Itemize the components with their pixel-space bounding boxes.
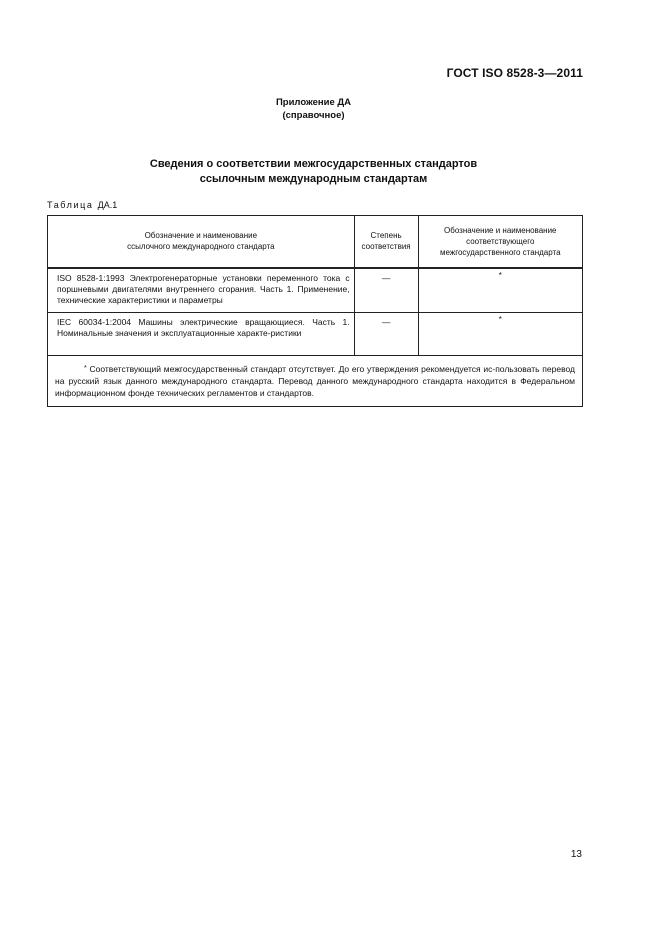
table-row [48, 268, 583, 313]
table-label [47, 200, 117, 210]
header-col1-line2: ссылочного международного стандарта [127, 242, 275, 252]
header-col3-line2: соответствующего [466, 236, 535, 246]
row2-standard-text: IEC 60034-1:2004 Машины электрические вращающиеся. Часть 1. Номинальные значения и эксплуатационные характе-ристики [57, 317, 350, 338]
table-row [48, 313, 583, 356]
footnote-text: Соответствующий межгосударственный стандарт отсутствует. До его утверждения рекомендуется ис-пользовать перевод на русский язык данного международного стандарта. Перевод данного международного стандарта находится в Федеральном информационном фонде технических регламентов и стандартов. [55, 364, 575, 398]
cell-interstate-standard: * [418, 268, 582, 313]
header-reference-standard [48, 216, 355, 268]
document-code: ГОСТ ISO 8528-3—2011 [446, 66, 583, 80]
table-header-row [48, 216, 583, 268]
header-col1-line1: Обозначение и наименование [144, 231, 258, 241]
table-footnote-row [48, 356, 583, 407]
table-label-prefix: Таблица [47, 200, 94, 210]
cell-interstate-standard: * [418, 313, 582, 356]
section-title-line1: Сведения о соответствии межгосударственных стандартов [149, 158, 478, 170]
appendix-title: Приложение ДА [275, 97, 352, 108]
correspondence-table [47, 215, 583, 407]
appendix-subtitle: (справочное) [282, 110, 345, 121]
appendix-heading [0, 96, 627, 122]
row1-standard-text: ISO 8528-1:1993 Электрогенераторные установки переменного тока с поршневыми двигателями внутреннего сгорания. Часть 1. Применение, технические характеристики и параметры [57, 272, 350, 305]
header-col3-line1: Обозначение и наименование [444, 225, 557, 235]
cell-reference-standard [48, 268, 355, 313]
table-footnote [48, 356, 583, 407]
header-col3-line3: межгосударственного стандарта [440, 247, 561, 257]
header-col2-line1: Степень [370, 231, 402, 241]
table-label-number: ДА.1 [97, 200, 118, 210]
page-number: 13 [570, 849, 582, 860]
section-title-line2: ссылочным международным стандартам [199, 173, 428, 185]
footnote-mark: * [84, 365, 87, 372]
cell-degree: — [354, 268, 418, 313]
cell-degree: — [354, 313, 418, 356]
section-title [0, 157, 627, 187]
header-col2-line2: соответствия [361, 242, 411, 252]
header-degree [354, 216, 418, 268]
cell-reference-standard [48, 313, 355, 356]
header-interstate-standard [418, 216, 582, 268]
